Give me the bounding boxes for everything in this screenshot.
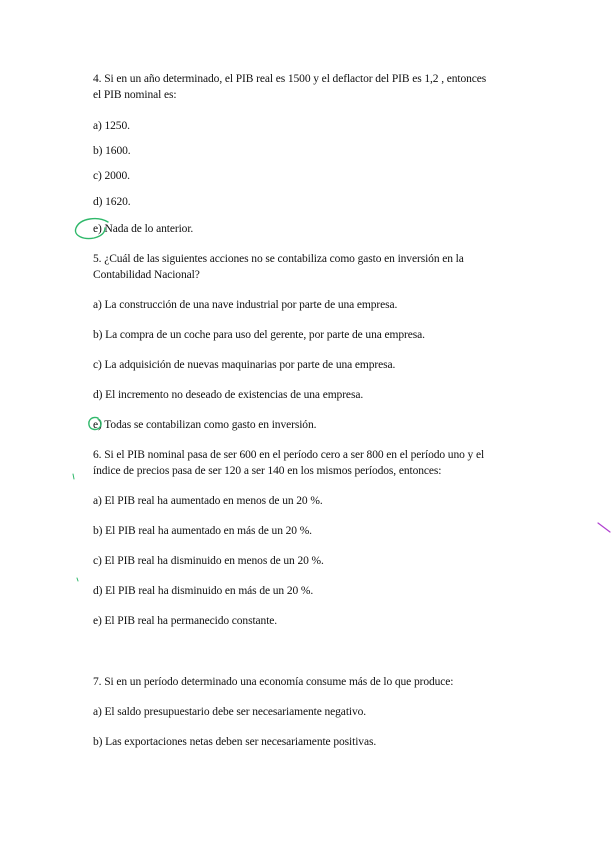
answer-circle-mark-q5 (86, 415, 104, 433)
question-6-option-d: d) El PIB real ha disminuido en más de un 20 %. (93, 585, 314, 597)
question-7-option-b: b) Las exportaciones netas deben ser necesariamente positivas. (93, 736, 377, 748)
question-4-option-c: c) 2000. (93, 170, 130, 182)
question-5-stem-line1: 5. ¿Cuál de las siguientes acciones no se contabiliza como gasto en inversión en la (93, 253, 464, 265)
question-5-option-b: b) La compra de un coche para uso del gerente, por parte de una empresa. (93, 329, 425, 341)
question-4-option-a: a) 1250. (93, 120, 130, 132)
question-5-option-e: e) Todas se contabilizan como gasto en inversión. (93, 419, 317, 431)
question-5-stem-line2: Contabilidad Nacional? (93, 269, 200, 281)
margin-dot-mark (74, 575, 82, 585)
question-5-option-c: c) La adquisición de nuevas maquinarias por parte de una empresa. (93, 359, 396, 371)
question-5-option-a: a) La construcción de una nave industrial por parte de una empresa. (93, 299, 398, 311)
margin-tick-mark (70, 472, 78, 482)
answer-circle-mark-q4 (72, 216, 112, 244)
question-6-option-b: b) El PIB real ha aumentado en más de un 20 %. (93, 525, 312, 537)
question-4-stem-line1: 4. Si en un año determinado, el PIB real es 1500 y el deflactor del PIB es 1,2 , entonces (93, 73, 487, 85)
question-7-option-a: a) El saldo presupuestario debe ser necesariamente negativo. (93, 706, 367, 718)
question-6-option-a: a) El PIB real ha aumentado en menos de un 20 %. (93, 495, 323, 507)
question-7-stem-line1: 7. Si en un período determinado una economía consume más de lo que produce: (93, 676, 454, 688)
question-6-stem-line1: 6. Si el PIB nominal pasa de ser 600 en el período cero a ser 800 en el período uno y el (93, 449, 485, 461)
question-6-stem-line2: índice de precios pasa de ser 120 a ser 140 en los mismos períodos, entonces: (93, 465, 442, 477)
question-4-option-d: d) 1620. (93, 196, 131, 208)
question-6-option-e: e) El PIB real ha permanecido constante. (93, 615, 278, 627)
question-4-stem-line2: el PIB nominal es: (93, 89, 177, 101)
question-6-option-c: c) El PIB real ha disminuido en menos de un 20 %. (93, 555, 324, 567)
question-4-option-e: e) Nada de lo anterior. (93, 223, 194, 235)
question-4-option-b: b) 1600. (93, 145, 131, 157)
margin-pen-stroke-mark (596, 520, 614, 538)
question-5-option-d: d) El incremento no deseado de existencias de una empresa. (93, 389, 364, 401)
